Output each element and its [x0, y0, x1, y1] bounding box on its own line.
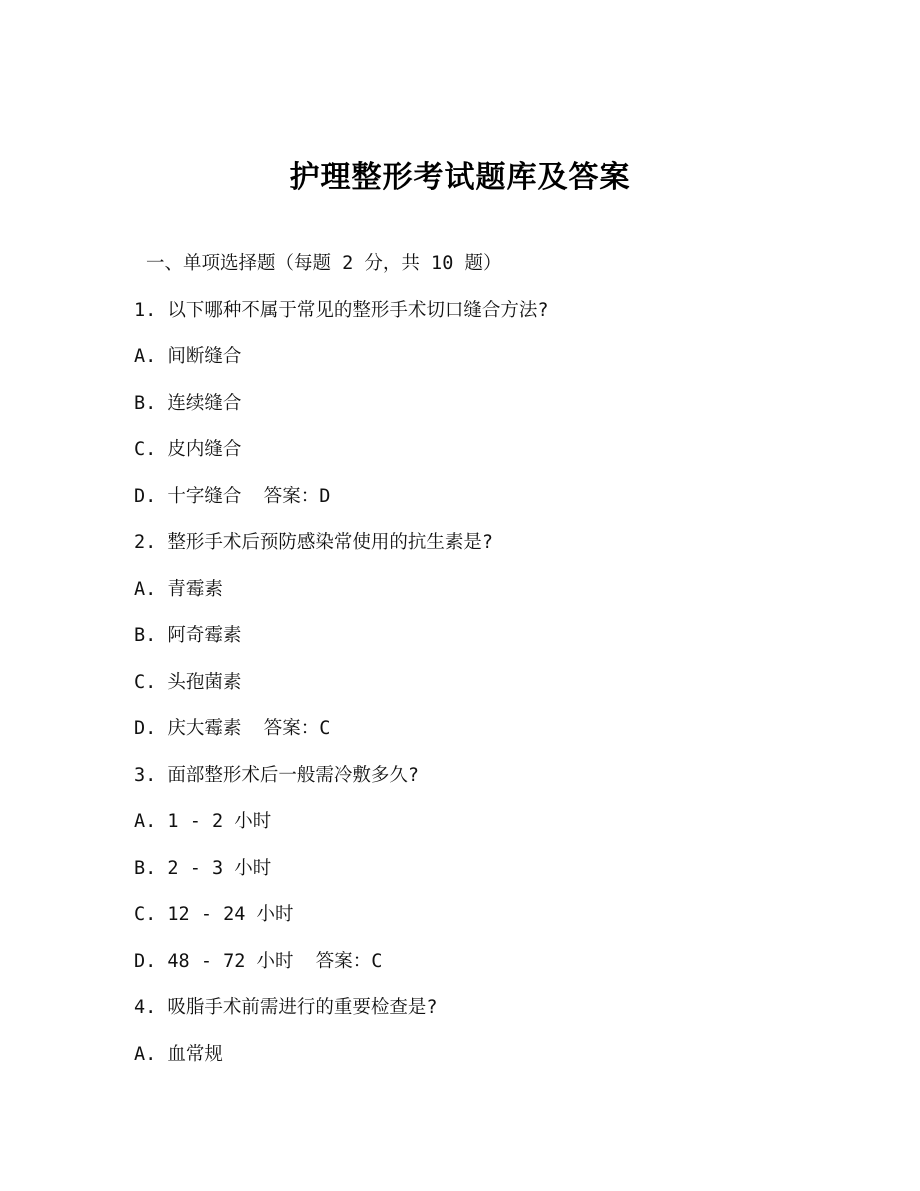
document-title: 护理整形考试题库及答案 [289, 160, 631, 195]
option-text: A. 间断缝合 [134, 346, 242, 367]
option-text: B. 2 - 3 小时 [134, 857, 272, 879]
option-text: B. 连续缝合 [134, 392, 242, 414]
exam-content [134, 246, 874, 1083]
option-text: C. 头孢菌素 [134, 671, 242, 693]
option-text: A. 血常规 [134, 1043, 223, 1065]
option-answer-text: D. 庆大霉素 答案：C [134, 718, 331, 739]
option-answer-text: D. 十字缝合 答案：D [134, 485, 331, 507]
section-heading: 一、单项选择题（每题 2 分，共 10 题） [146, 253, 502, 274]
option-answer-text: D. 48 - 72 小时 答案：C [134, 950, 383, 972]
option-text: C. 皮内缝合 [134, 439, 242, 460]
option-text: A. 青霉素 [134, 578, 223, 600]
option-text: A. 1 - 2 小时 [134, 811, 272, 832]
option-text: B. 阿奇霉素 [134, 625, 242, 646]
question-text: 4. 吸脂手术前需进行的重要检查是? [134, 997, 438, 1018]
option-text: C. 12 - 24 小时 [134, 904, 294, 925]
question-text: 3. 面部整形术后一般需冷敷多久? [134, 764, 420, 786]
question-text: 1. 以下哪种不属于常见的整形手术切口缝合方法? [134, 299, 549, 321]
question-text: 2. 整形手术后预防感染常使用的抗生素是? [134, 532, 494, 553]
